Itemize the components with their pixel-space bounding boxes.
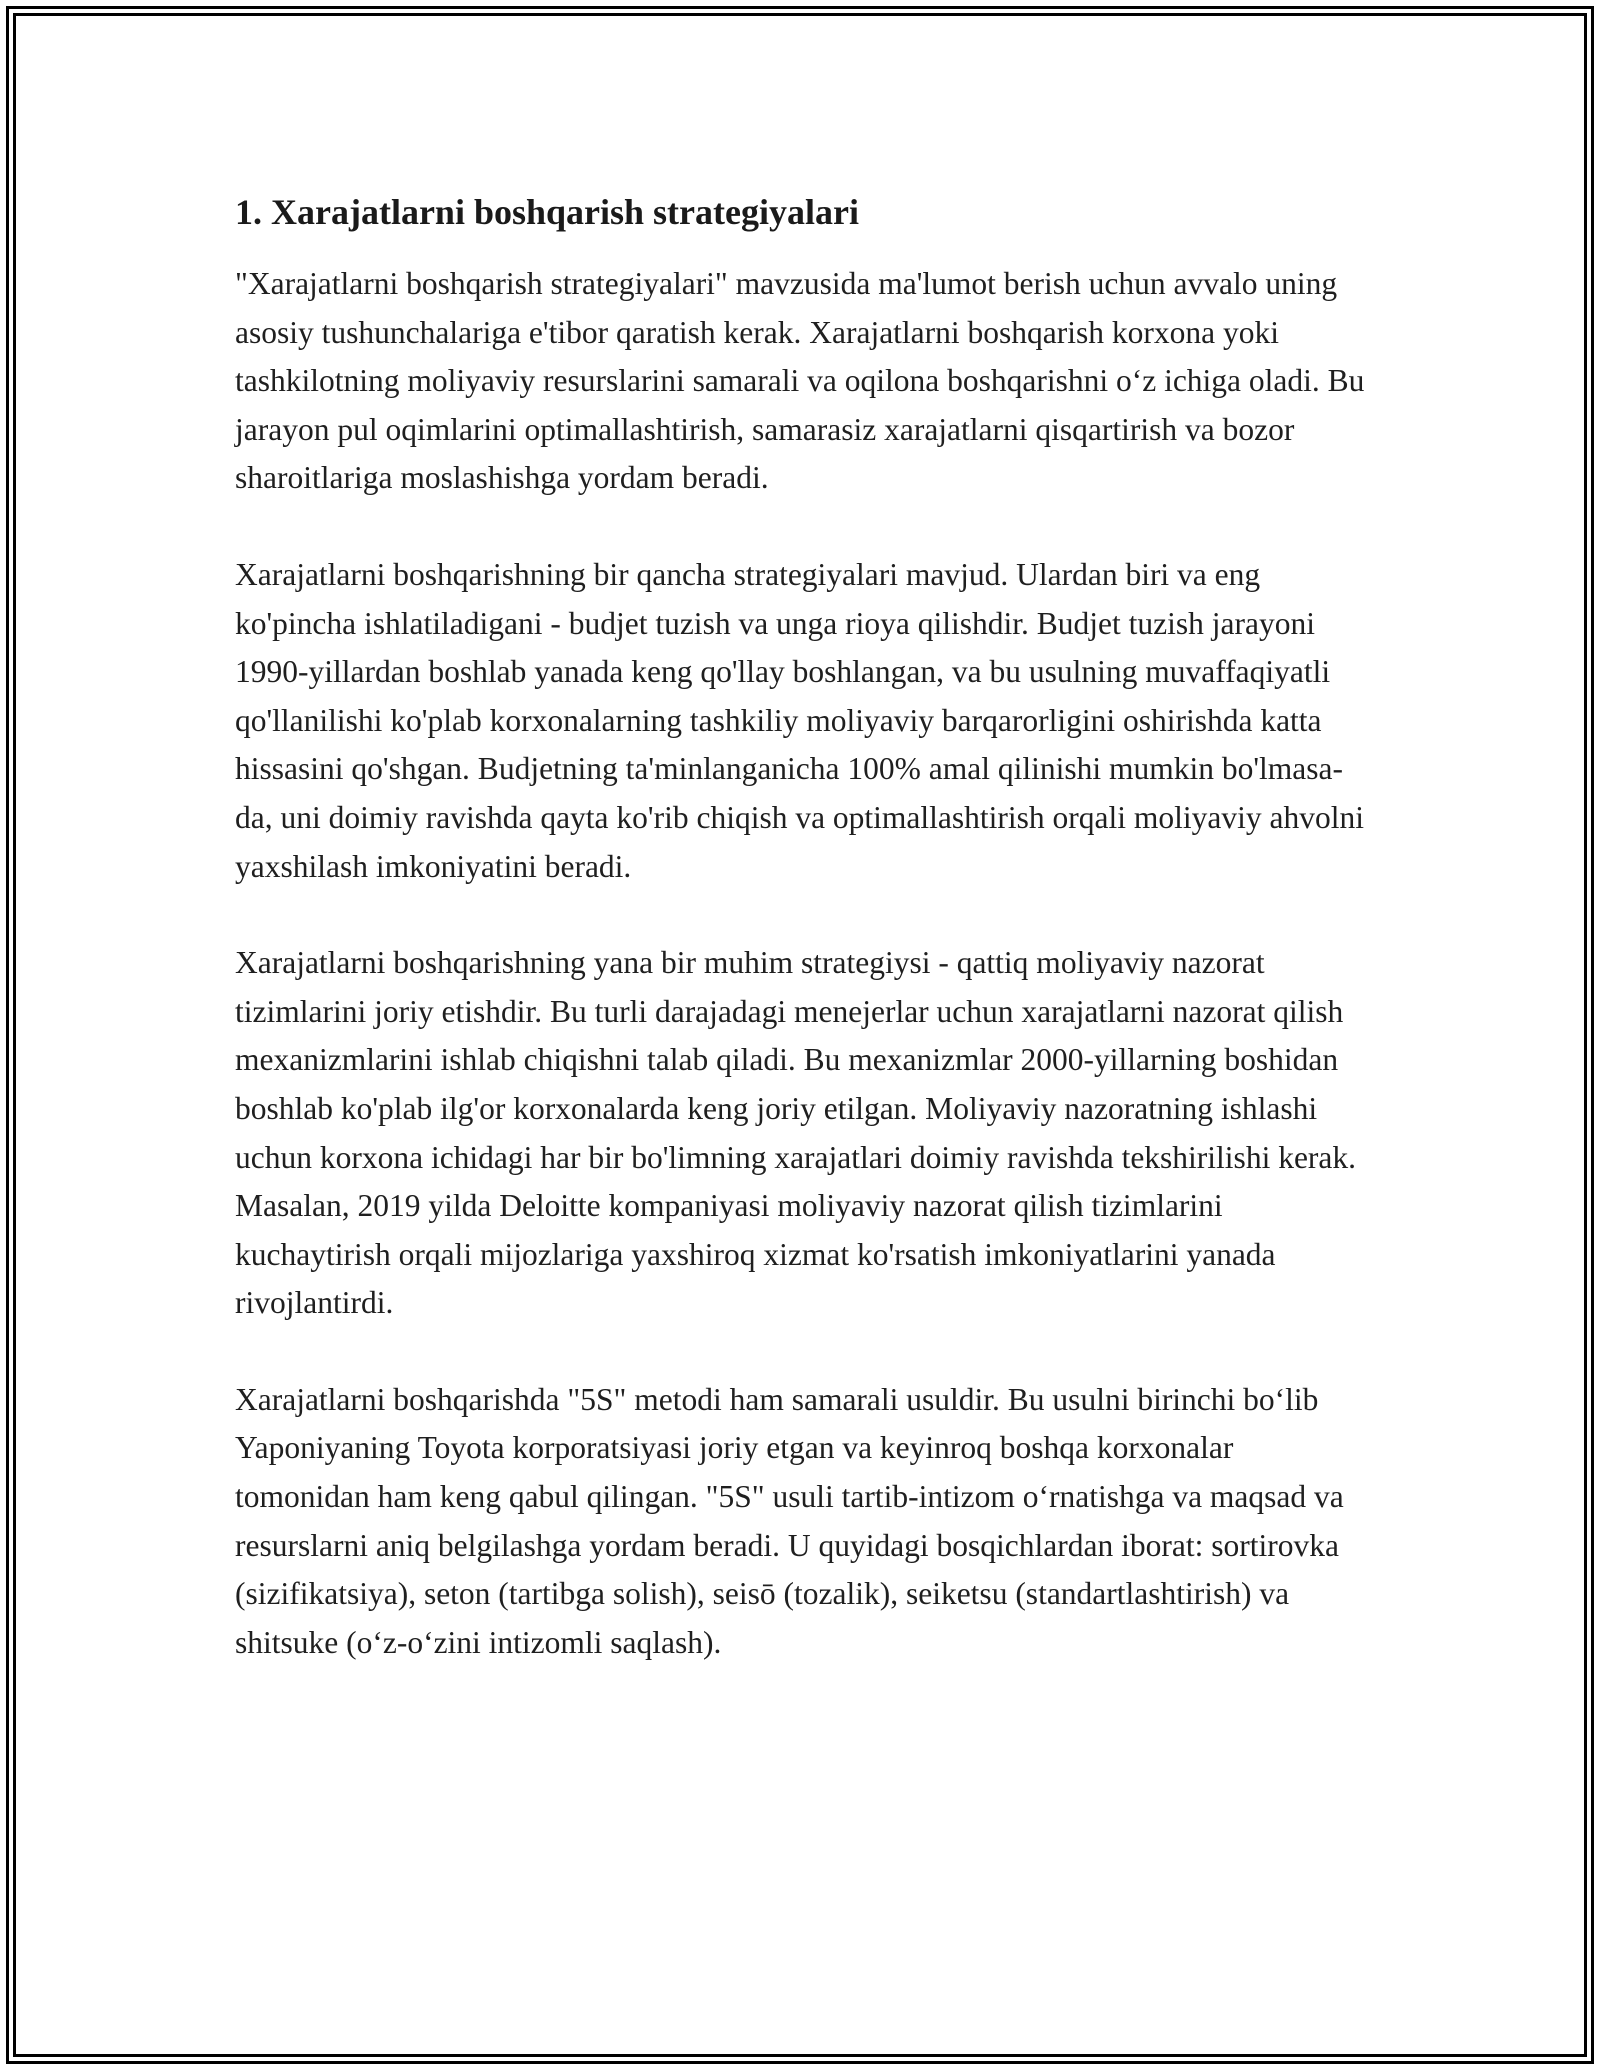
paragraph-intro: "Xarajatlarni boshqarish strategiyalari" mavzusida ma'lumot berish uchun avvalo uning asosiy tushunchalariga e'tibor qaratish kerak. Xarajatlarni boshqarish korxona yoki tashkilotning moliyaviy resurslarini samarali va oqilona boshqarishni o‘z ichiga oladi. Bu jarayon pul oqimlarini optimallashtirish, samarasiz xarajatlarni qisqartirish va bozor sharoitlariga moslashishga yordam beradi.	[235, 266, 1365, 496]
document-body	[235, 188, 1375, 1715]
paragraph-financial-control: Xarajatlarni boshqarishning yana bir muhim strategiysi - qattiq moliyaviy nazorat tizimlarini joriy etishdir. Bu turli darajadagi menejerlar uchun xarajatlarni nazorat qilish mexanizmlarini ishlab chiqishni talab qiladi. Bu mexanizmlar 2000-yillarning boshidan boshlab ko'plab ilg'or korxonalarda keng joriy etilgan. Moliyaviy nazoratning ishlashi uchun korxona ichidagi har bir bo'limning xarajatlari doimiy ravishda tekshirilishi kerak. Masalan, 2019 yilda Deloitte kompaniyasi moliyaviy nazorat qilish tizimlarini kuchaytirish orqali mijozlariga yaxshiroq xizmat ko'rsatish imkoniyatlarini yanada rivojlantirdi.	[235, 945, 1357, 1321]
paragraph-budgeting: Xarajatlarni boshqarishning bir qancha strategiyalari mavjud. Ulardan biri va eng ko'pincha ishlatiladigani - budjet tuzish va unga rioya qilishdir. Budjet tuzish jarayoni 1990-yillardan boshlab yanada keng qo'llay boshlangan, va bu usulning muvaffaqiyatli qo'llanilishi ko'plab korxonalarning tashkiliy moliyaviy barqarorligini oshirishda katta hissasini qo'shgan. Budjetning ta'minlanganicha 100% amal qilinishi mumkin bo'lmasa-da, uni doimiy ravishda qayta ko'rib chiqish va optimallashtirish orqali moliyaviy ahvolni yaxshilash imkoniyatini beradi.	[235, 556, 1364, 884]
paragraph-5s-method: Xarajatlarni boshqarishda "5S" metodi ham samarali usuldir. Bu usulni birinchi bo‘lib Yaponiyaning Toyota korporatsiyasi joriy etgan va keyinroq boshqa korxonalar tomonidan ham keng qabul qilingan. "5S" usuli tartib-intizom o‘rnatishga va maqsad va resurslarni aniq belgilashga yordam beradi. U quyidagi bosqichlardan iborat: sortirovka (sizifikatsiya), seton (tartibga solish), seisō (tozalik), seiketsu (standartlashtirish) va shitsuke (o‘z-o‘zini intizomli saqlash).	[235, 1381, 1344, 1660]
section-heading: 1. Xarajatlarni boshqarish strategiyalari	[235, 192, 859, 232]
